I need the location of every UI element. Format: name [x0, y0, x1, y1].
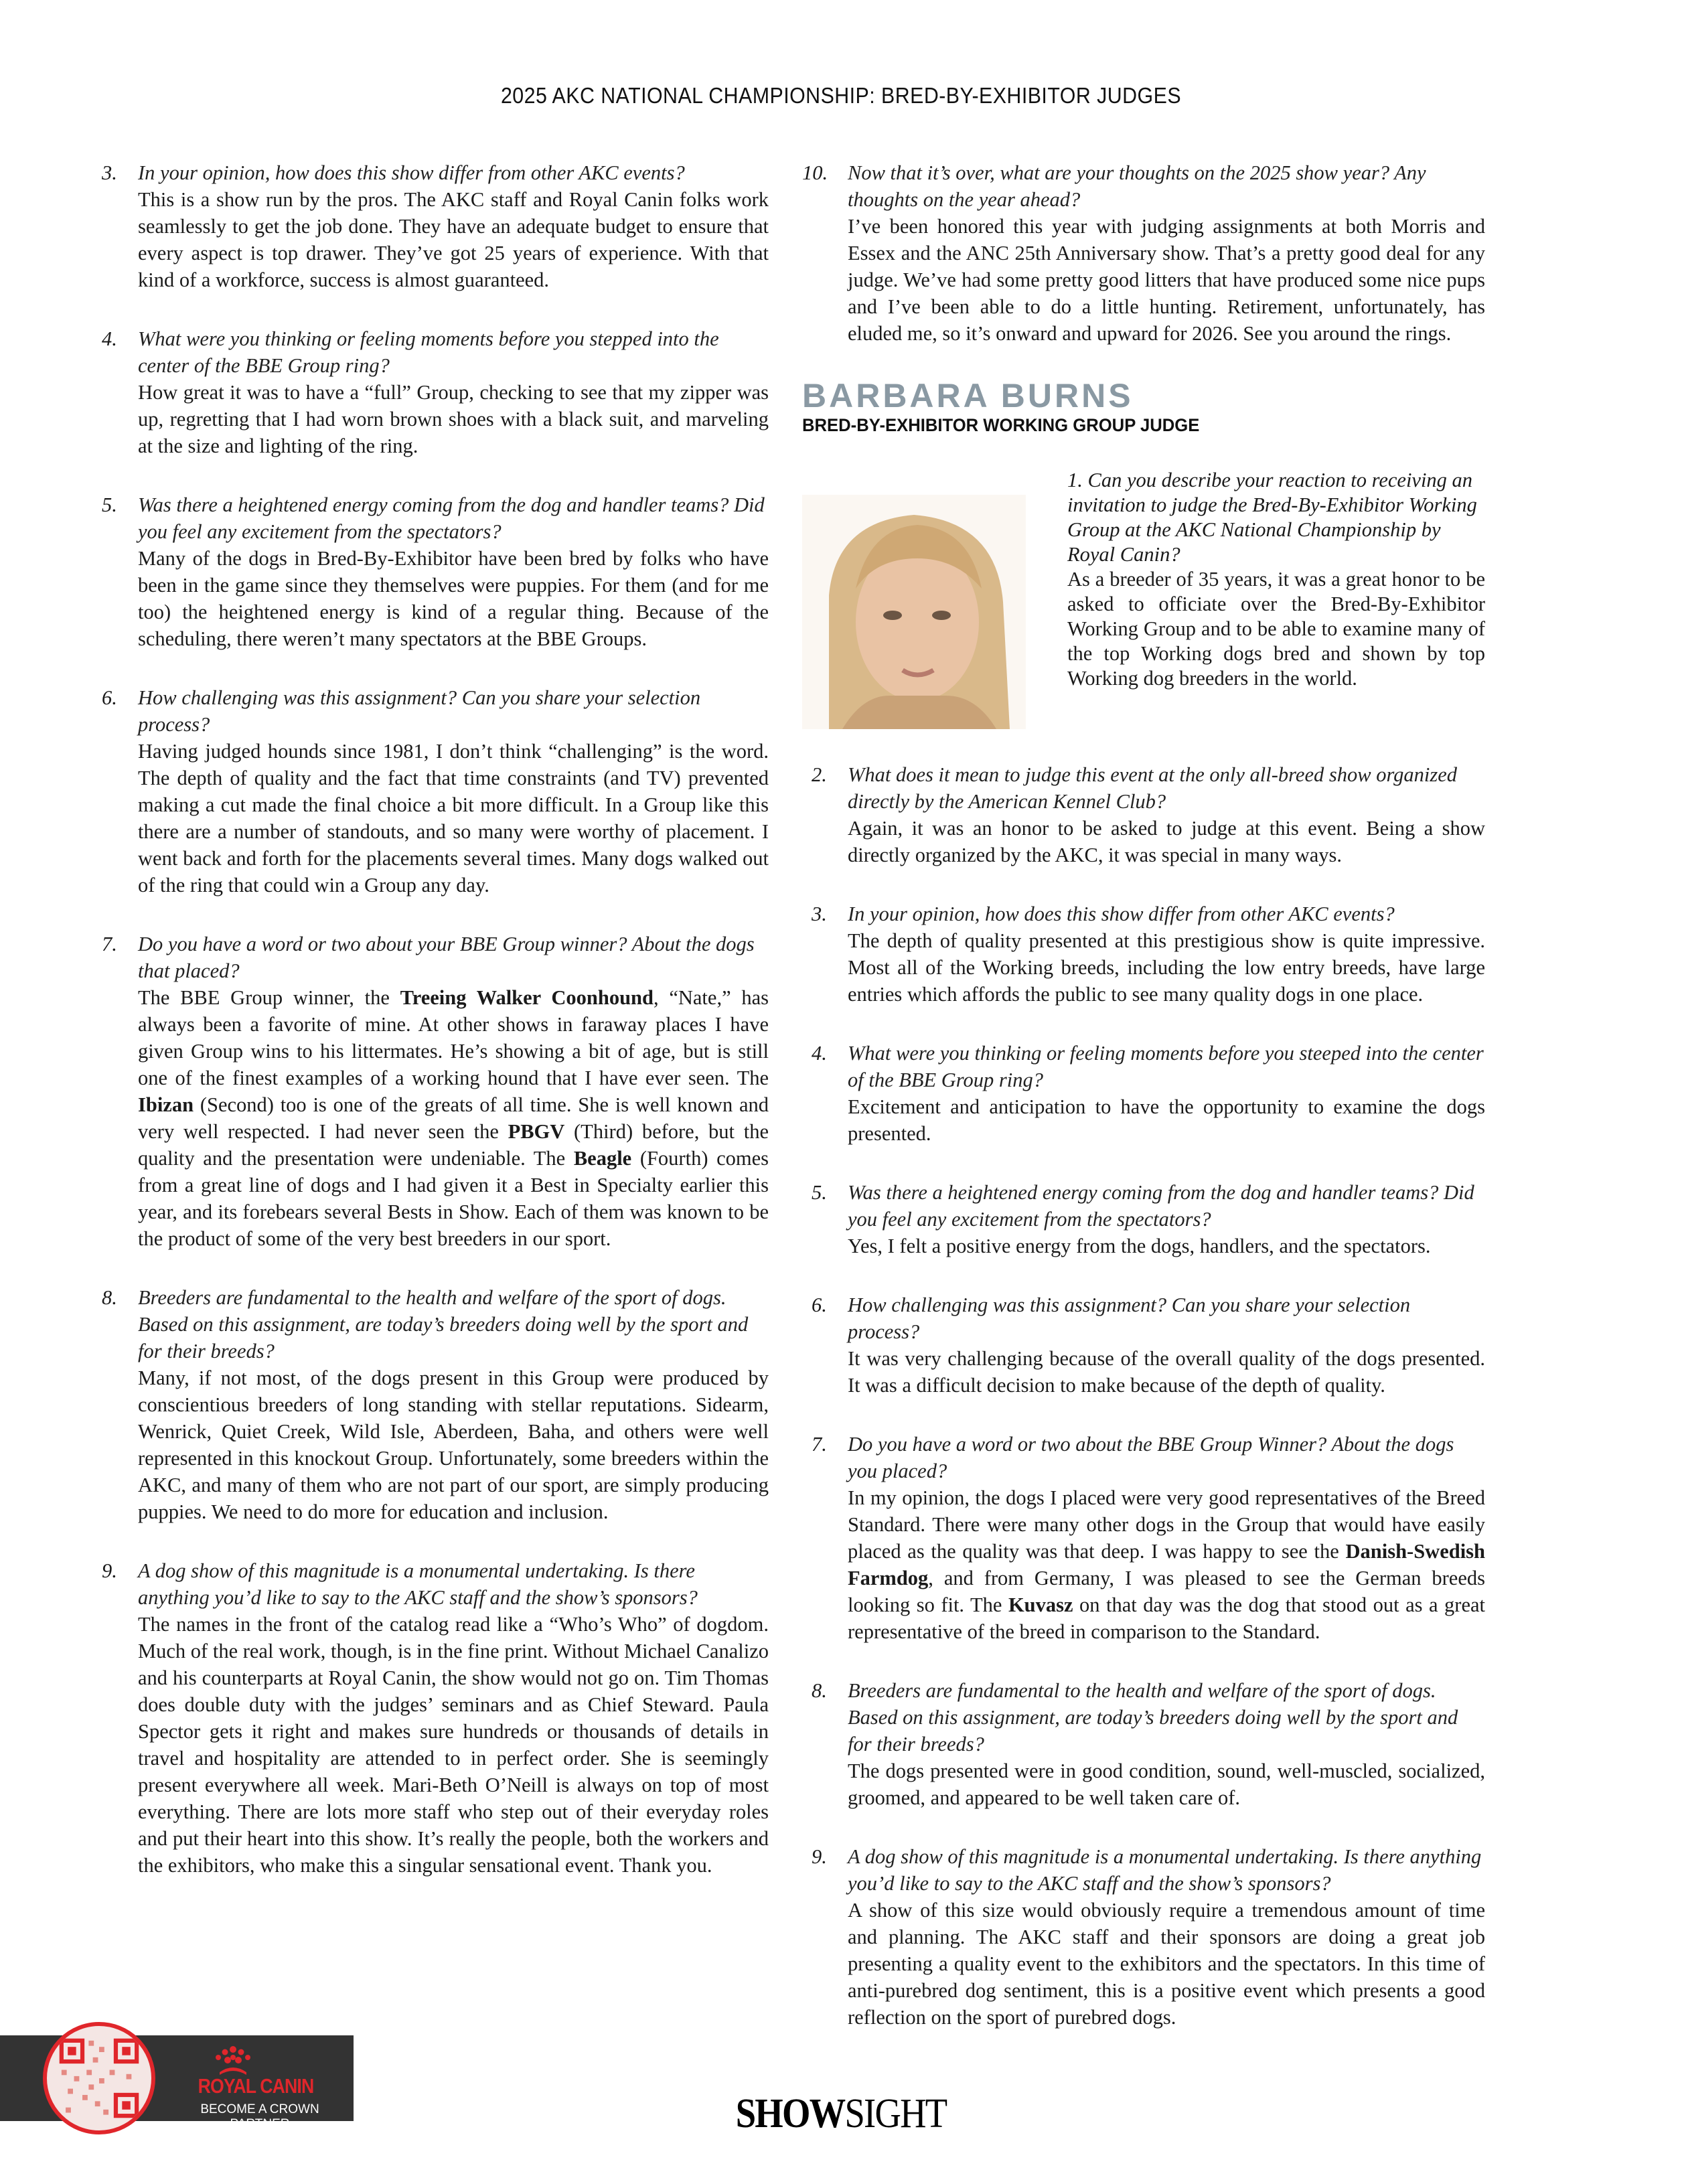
- qa-item: [92, 684, 769, 899]
- question: What does it mean to judge this event at the only all-breed show organized directly by the American Kennel Club?: [848, 763, 1458, 813]
- qa-item: [802, 1431, 1485, 1645]
- answer: A show of this size would obviously require a tremendous amount of time and planning. The AKC staff and their sponsors are doing a great job presenting a quality event to the exhibitors and the spectators. In this time of anti-purebred dog sentiment, this is a positive event which presents a good reflection on the sport of purebred dogs.: [848, 1899, 1485, 2029]
- answer: I’ve been honored this year with judging assignments at both Morris and Essex and the ANC 25th Anniversary show. That’s a pretty good deal for any judge. We’ve had some pretty good litters that have produced some nice pups and I’ve been able to do a little hunting. Retirement, unfortunately, has eluded me, so it’s onward and upward for 2026. See you around the rings.: [848, 215, 1485, 345]
- qa-item: [802, 159, 1485, 347]
- crown-icon: [213, 2045, 253, 2076]
- qa-item: [802, 901, 1485, 1008]
- answer: It was very challenging because of the overall quality of the dogs presented. It was a difficult decision to make because of the depth of quality.: [848, 1347, 1485, 1397]
- left-column: [92, 159, 769, 1911]
- qa-item: [92, 491, 769, 652]
- answer: The names in the front of the catalog read like a “Who’s Who” of dogdom. Much of the real work, though, is in the fine print. Without Michael Canalizo and his counterparts at Royal Canin, the show would not go on. Tim Thomas does double duty with the judges’ seminars and as Chief Steward. Paula Spector gets it right and makes sure hundreds or thousands of details in travel and hospitality are attended to in perfect order. She is seemingly present everywhere all week. Mari-Beth O’Neill is always on top of most everything. There are lots more staff who step out of their everyday roles and put their heart into this show. It’s really the people, both the workers and the exhibitors, who make this a singular sensational event. Thank you.: [138, 1613, 769, 1877]
- question: What were you thinking or feeling moments before you stepped into the center of the BBE Group ring?: [138, 327, 719, 377]
- question-number: 4.: [102, 327, 117, 350]
- answer: Again, it was an honor to be asked to judge at this event. Being a show directly organized by the AKC, it was special in many ways.: [848, 817, 1485, 866]
- breed-name: Treeing Walker Coonhound: [400, 986, 654, 1009]
- right-column: [802, 159, 1485, 2063]
- qa-item: [92, 325, 769, 459]
- answer: The depth of quality presented at this prestigious show is quite impressive. Most all of the Working breeds, including the low entry breeds, have large entries which affords the public to see many quality dogs in one place.: [848, 929, 1485, 1006]
- question: Was there a heightened energy coming from the dog and handler teams? Did you feel any excitement from the spectators?: [848, 1181, 1474, 1231]
- answer-text: on that day was the dog that stood out as a great representative of the breed in comparison to the Standard.: [848, 1593, 1485, 1643]
- question: Breeders are fundamental to the health and welfare of the sport of dogs. Based on this assignment, are today’s breeders doing well by the sport and for their breeds?: [138, 1286, 749, 1362]
- question: How challenging was this assignment? Can you share your selection process?: [138, 686, 701, 736]
- question: Was there a heightened energy coming from the dog and handler teams? Did you feel any excitement from the spectators?: [138, 493, 765, 543]
- question-number: 5.: [102, 493, 117, 516]
- answer: [848, 1484, 1485, 1645]
- question: Now that it’s over, what are your thoughts on the 2025 show year? Any thoughts on the year ahead?: [848, 161, 1426, 211]
- question-number: 5.: [812, 1181, 827, 1204]
- qa-item: [92, 1284, 769, 1525]
- question-number: 3.: [812, 903, 827, 925]
- answer: Many, if not most, of the dogs present in this Group were produced by conscientious breeders of long standing with stellar reputations. Sidearm, Wenrick, Quiet Creek, Wild Isle, Aberdeen, Baha, and others were well represented in this knockout Group. Unfortunately, some breeders within the AKC, and many of them who are not part of our sport, are simply producing puppies. We need to do more for education and inclusion.: [138, 1367, 769, 1523]
- answer-text: (Third) before, but the quality and the presentation were undeniable. The: [138, 1120, 769, 1170]
- breed-name: Ibizan: [138, 1093, 194, 1116]
- answer-text: , “Nate,” has always been a favorite of mine. At other shows in faraway places I have given Group wins to his littermates. He’s showing a bit of age, but is still one of the finest examples of a working hound that I have ever seen. The: [138, 986, 769, 1089]
- question-number: 9.: [812, 1845, 827, 1868]
- answer: As a breeder of 35 years, it was a great honor to be asked to officiate over the Bred-By-Exhibitor Working Group and to be able to examine many of the top Working dogs bred and shown by top Working dog breeders in the world.: [1067, 568, 1485, 690]
- question-number: 7.: [812, 1433, 827, 1456]
- question: What were you thinking or feeling moments before you steeped into the center of the BBE Group ring?: [848, 1042, 1484, 1091]
- answer: This is a show run by the pros. The AKC staff and Royal Canin folks work seamlessly to get the job done. They have an adequate budget to ensure that every aspect is top drawer. They’ve got 25 years of experience. With that kind of a workforce, success is almost guaranteed.: [138, 188, 769, 291]
- answer: Many of the dogs in Bred-By-Exhibitor have been bred by folks who have been in the game since they themselves were puppies. For them (and for me too) the heightened energy is kind of a regular thing. Because of the scheduling, there weren’t many spectators at the BBE Groups.: [138, 547, 769, 650]
- answer-text: The BBE Group winner, the: [138, 986, 400, 1009]
- question: A dog show of this magnitude is a monumental undertaking. Is there anything you’d like to say to the AKC staff and the show’s sponsors?: [138, 1559, 698, 1609]
- question-number: 3.: [102, 161, 117, 184]
- answer: Excitement and anticipation to have the opportunity to examine the dogs presented.: [848, 1095, 1485, 1145]
- answer: Yes, I felt a positive energy from the dogs, handlers, and the spectators.: [848, 1235, 1431, 1257]
- qa-item: [802, 1677, 1485, 1811]
- question-number: 2.: [812, 763, 827, 786]
- answer-text: (Second) too is one of the greats of all time. She is well known and very well respected. I had never seen the: [138, 1093, 769, 1143]
- question-number: 8.: [812, 1679, 827, 1702]
- qa-item: [802, 1040, 1485, 1147]
- running-head: 2025 AKC NATIONAL CHAMPIONSHIP: BRED-BY-EXHIBITOR JUDGES: [500, 83, 1182, 108]
- answer: Having judged hounds since 1981, I don’t think “challenging” is the word. The depth of quality and the fact that time constraints (and TV) prevented making a cut made the final choice a bit more difficult. In a Group like this there are a number of standouts, and so many were worthy of placement. I went back and forth for the placements several times. Many dogs walked out of the ring that could win a Group any day.: [138, 740, 769, 896]
- question: Breeders are fundamental to the health and welfare of the sport of dogs. Based on this assignment, are today’s breeders doing well by the sport and for their breeds?: [848, 1679, 1458, 1756]
- question: How challenging was this assignment? Can you share your selection process?: [848, 1294, 1411, 1343]
- answer-text: (Fourth) comes from a great line of dogs and I had given it a Best in Specialty earlier this year, and its forebears several Bests in Show. Each of them was known to be the product of some of the very best breeders in our sport.: [138, 1147, 769, 1250]
- portrait-image: [802, 495, 1026, 729]
- question: Do you have a word or two about your BBE Group winner? About the dogs that placed?: [138, 933, 755, 982]
- breed-name: PBGV: [508, 1120, 565, 1143]
- question: In your opinion, how does this show differ from other AKC events?: [138, 161, 685, 184]
- masthead-rest: SIGHT: [844, 2091, 947, 2136]
- qa-item: [92, 159, 769, 293]
- question: In your opinion, how does this show differ from other AKC events?: [848, 903, 1395, 925]
- ad-tagline[interactable]: BECOME A CROWN PARTNER: [200, 2102, 319, 2131]
- answer: The dogs presented were in good condition, sound, well-muscled, socialized, groomed, and appeared to be well taken care of.: [848, 1760, 1485, 1809]
- question: Do you have a word or two about the BBE Group Winner? About the dogs you placed?: [848, 1433, 1454, 1482]
- qa-item: [92, 1557, 769, 1879]
- answer: How great it was to have a “full” Group, checking to see that my zipper was up, regretting that I had worn brown shoes with a black suit, and marveling at the size and lighting of the ring.: [138, 381, 769, 457]
- breed-name: Beagle: [573, 1147, 632, 1170]
- answer: [138, 984, 769, 1252]
- question: A dog show of this magnitude is a monumental undertaking. Is there anything you’d like to say to the AKC staff and the show’s sponsors?: [848, 1845, 1482, 1895]
- question-number: 6.: [812, 1294, 827, 1316]
- qa-item: [92, 931, 769, 1252]
- answer-text: , and from Germany, I was pleased to see the German breeds looking so fit. The: [848, 1567, 1485, 1616]
- masthead-bold: SHOW: [735, 2091, 845, 2136]
- breed-name: Danish-Swedish Farmdog: [848, 1540, 1485, 1589]
- question-number: 8.: [102, 1286, 117, 1309]
- intro-qa: [1067, 468, 1485, 691]
- question-number: 7.: [102, 933, 117, 955]
- question-number: 9.: [102, 1559, 117, 1582]
- question: 1. Can you describe your reaction to receiving an invitation to judge the Bred-By-Exhibitor Working Group at the AKC National Championship by Royal Canin?: [1067, 469, 1477, 566]
- qa-item: [802, 1843, 1485, 2031]
- qa-item: [802, 1179, 1485, 1259]
- showsight-masthead: [101, 2090, 1582, 2138]
- question-number: 6.: [102, 686, 117, 709]
- royal-canin-logo: ROYAL CANIN: [198, 2074, 314, 2098]
- judge-intro: [802, 468, 1485, 729]
- qa-item: [802, 1292, 1485, 1399]
- question-number: 10.: [802, 161, 828, 184]
- qa-item: [802, 761, 1485, 868]
- judge-role: BRED-BY-EXHIBITOR WORKING GROUP JUDGE: [802, 415, 1200, 435]
- judge-photo: [802, 495, 1026, 729]
- question-number: 4.: [812, 1042, 827, 1065]
- judge-name: BARBARA BURNS: [802, 377, 1134, 414]
- breed-name: Kuvasz: [1008, 1593, 1073, 1616]
- answer-text: In my opinion, the dogs I placed were very good representatives of the Breed Standard. There were many other dogs in the Group that would have easily placed as the quality was that deep. I was happy to see the: [848, 1486, 1485, 1563]
